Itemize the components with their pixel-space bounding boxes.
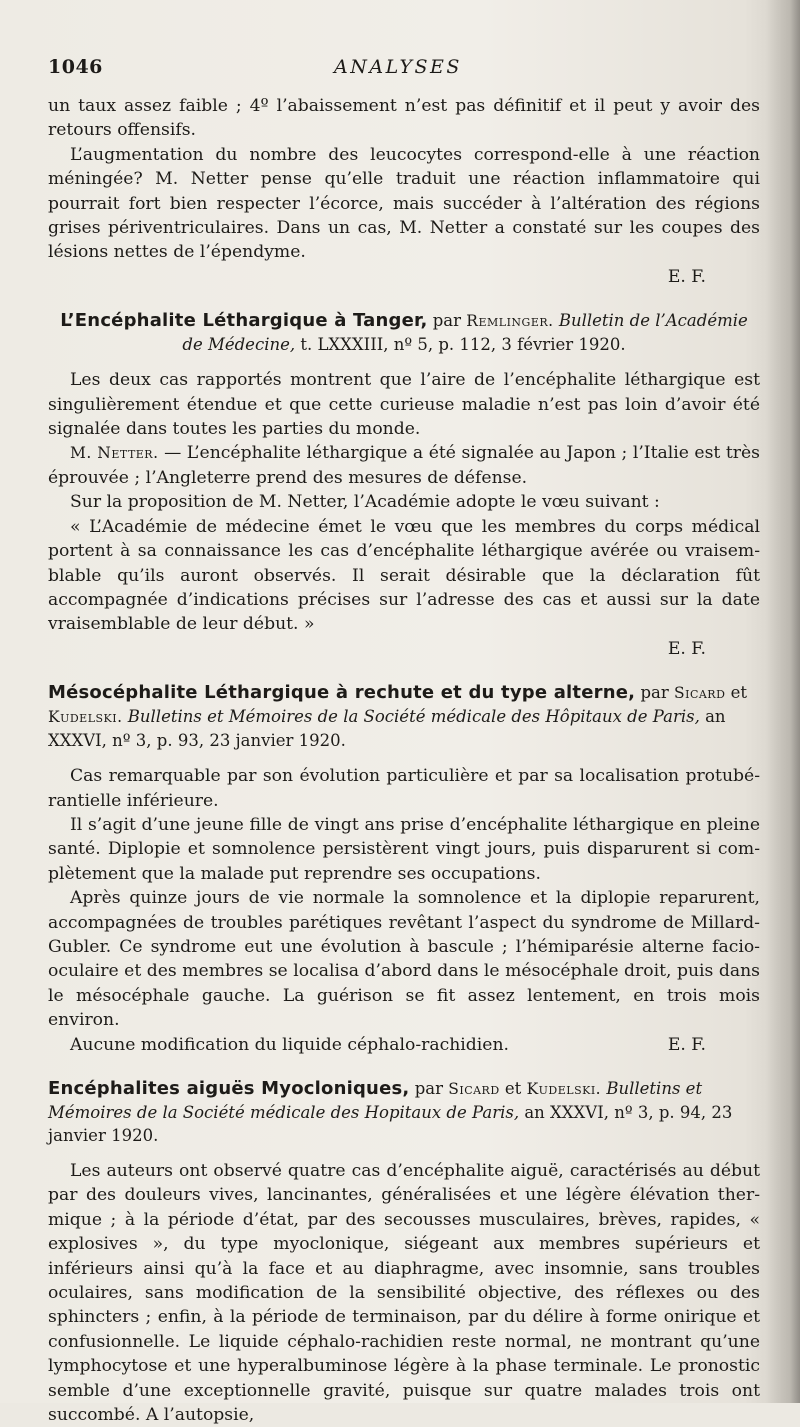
article-2-paragraph-4: Aucune modification du liquide céphalo-rachidien. — [70, 1034, 510, 1055]
article-3-author-2: Kudelski. — [526, 1080, 602, 1098]
article-2-author-2: Kudelski. — [48, 708, 123, 727]
article-3-title: Encéphalites aiguës Myocloniques, — [48, 1078, 410, 1099]
article-2-last-row — [48, 1033, 760, 1057]
article-2-heading — [48, 681, 760, 752]
page-number: 1046 — [48, 56, 103, 78]
article-1-author: Remlinger. — [466, 312, 554, 331]
article-1-journal: Bulletin de l’Académie de Médecine, — [182, 311, 748, 355]
intro-signature: E. F. — [667, 266, 706, 287]
article-1-by: par — [432, 311, 462, 331]
page-content — [48, 94, 760, 1427]
article-1-netter-name: M. Netter. — [70, 444, 159, 463]
page-edge-shadow — [766, 0, 800, 1403]
article-1-heading — [48, 309, 760, 356]
article-1-signature: E. F. — [667, 638, 706, 659]
article-1-paragraph-4: « L’Académie de médecine émet le vœu que les membres du corps médical portent à sa connaissance les cas d’encéphalite léthargique avérée ou vraisemblable qu’ils auront observés. Il serait désirable que la déclaration fût accompagnée d’indications précises sur l’adresse des cas et aussi sur la date vraisemblable de leur début. » — [48, 516, 760, 635]
article-3-author-1: Sicard — [448, 1080, 500, 1098]
article-2-title: Mésocéphalite Léthargique à rechute et du type alterne, — [48, 682, 636, 704]
article-2-by: par — [640, 683, 669, 703]
article-2-citation: an XXXVI, nº 3, p. 93, 23 janvier 1920. — [48, 707, 726, 751]
article-2-author-1: Sicard — [673, 684, 726, 703]
article-1-title: L’Encéphalite Léthargique à Tanger, — [60, 310, 428, 332]
article-3-paragraph-1: Les auteurs ont observé quatre cas d’encéphalite aiguë, caractérisés au début par des douleurs vives, lancinantes, généralisées et une légère élévation thermique ; à la période d’état, par des secousses musculaires, brèves, rapides, « explosives », du type myoclonique, siégeant aux membres supérieurs et inférieurs ainsi qu’à la face et au diaphragme, avec insomnie, sans troubles oculaires, sans modification de la sensibilité objective, des réflexes ou des sphincters ; enfin, à la période de terminaison, par du délire à forme onirique et confusionnelle. Le liquide céphalo-rachidien reste normal, ne montrant qu’une lymphocytose et une hyperalbuminose légère à la phase terminale. Le pronostic semble d’une exceptionnelle gravité, puisque sur quatre malades trois ont succombé. A l’autopsie, — [48, 1161, 760, 1426]
article-1-paragraph-1: Les deux cas rapportés montrent que l’aire de l’encéphalite léthargique est singulièrement étendue et que cette curieuse maladie n’est pas loin d’avoir été signalée dans toutes les parties du monde. — [48, 370, 760, 440]
running-head: ANALYSES — [334, 56, 462, 78]
page-header — [48, 56, 748, 86]
article-2-and: et — [730, 683, 748, 703]
article-2-paragraph-2: Il s’agit d’une jeune fille de vingt ans prise d’encéphalite léthargique en pleine santé. Diplopie et somnolence persistèrent vingt jours, puis disparurent si complètement que la malade put reprendre ses occupations. — [48, 814, 760, 884]
article-encephalite-tanger — [48, 309, 760, 661]
article-3-journal: Bulletins et Mémoires de la Société médicale des Hopitaux de Paris, — [48, 1079, 703, 1122]
article-3-by: par — [414, 1079, 443, 1098]
intro-signature-row — [48, 265, 760, 289]
article-2-journal: Bulletins et Mémoires de la Société médicale des Hôpitaux de Paris, — [127, 707, 700, 727]
article-1-citation: t. LXXXIII, nº 5, p. 112, 3 février 1920. — [300, 335, 626, 355]
article-1-paragraph-3: Sur la proposition de M. Netter, l’Académie adopte le vœu suivant : — [70, 492, 660, 513]
article-1-paragraph-2-text: — L’encéphalite léthargique a été signalée au Japon ; l’Italie est très éprouvée ; l’Angleterre prend des mesures de défense. — [48, 443, 760, 488]
article-mesocephalite — [48, 681, 760, 1057]
article-encephalites-myocloniques — [48, 1077, 760, 1427]
article-3-heading — [48, 1077, 760, 1147]
article-2-signature: E. F. — [667, 1034, 706, 1055]
article-2-paragraph-1: Cas remarquable par son évolution particulière et par sa localisation protubérantielle inférieure. — [48, 766, 760, 811]
article-2-paragraph-3: Après quinze jours de vie normale la somnolence et la diplopie reparurent, accompagnées de troubles parétiques revêtant l’aspect du syndrome de Millard-Gubler. Ce syndrome eut une évolution à bascule ; l’hémiparésie alterne facio-oculaire et des membres se localisa d’abord dans le mésocéphale droit, puis dans le mésocéphale gauche. La guérison se fit assez lentement, en trois mois environ. — [48, 888, 760, 1031]
intro-section — [48, 94, 760, 289]
intro-paragraph-2: L’augmentation du nombre des leucocytes correspond-elle à une réaction méningée? M. Netter pense qu’elle traduit une réaction inflammatoire qui pourrait fort bien respecter l’écorce, mais succéder à l’altération des régions grises périventriculaires. Dans un cas, M. Netter a constaté sur les coupes des lésions nettes de l’épendyme. — [48, 144, 760, 263]
intro-paragraph-1: un taux assez faible ; 4º l’abaissement n’est pas définitif et il peut y avoir des retours offensifs. — [48, 96, 760, 141]
article-1-paragraph-2 — [48, 441, 760, 490]
article-1-signature-row — [48, 637, 760, 661]
article-3-and: et — [504, 1079, 522, 1098]
article-3-citation: an XXXVI, nº 3, p. 94, 23 janvier 1920. — [48, 1103, 733, 1145]
